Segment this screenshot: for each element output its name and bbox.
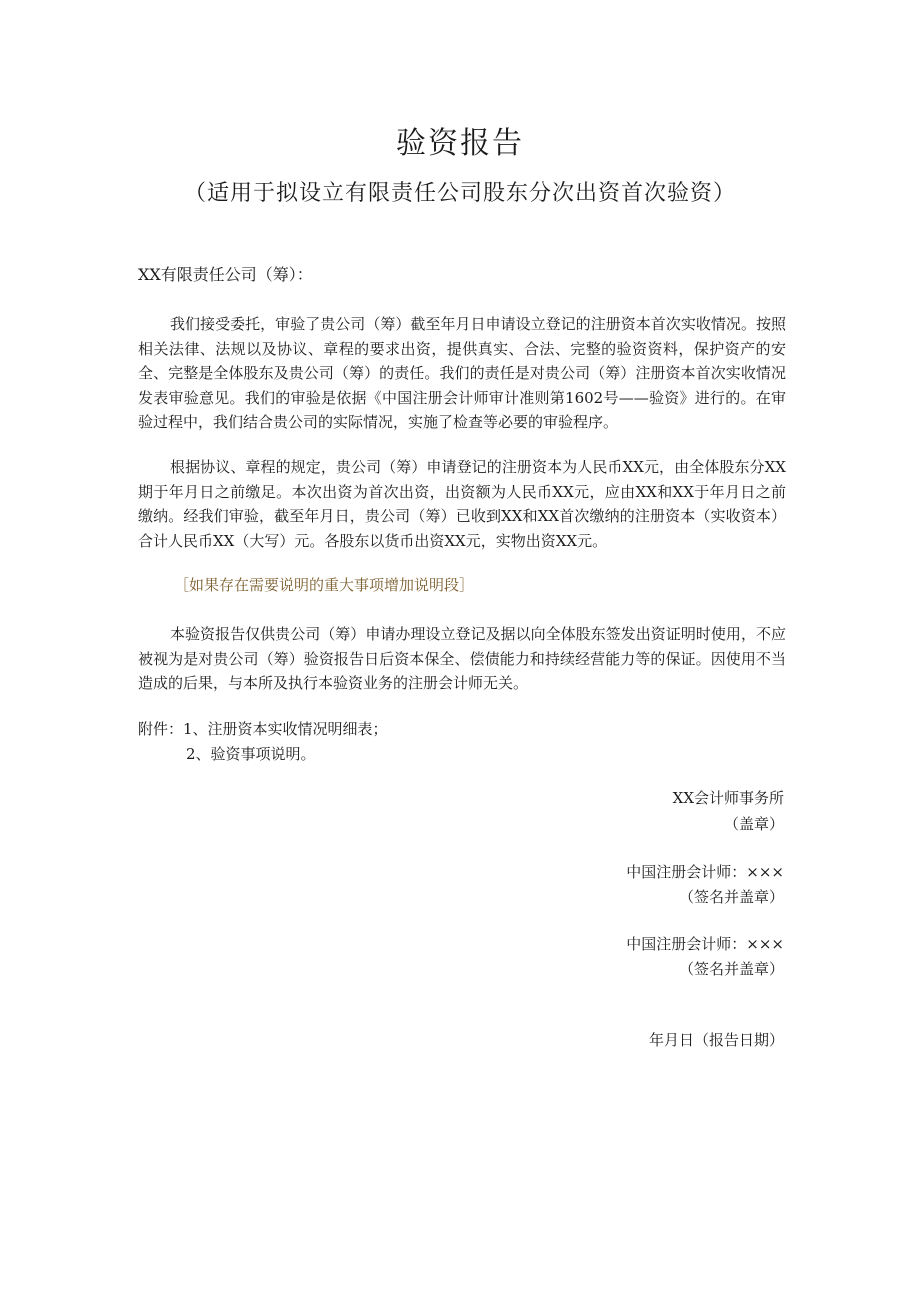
- cpa-1-sign-note: （签名并盖章）: [678, 888, 784, 906]
- page-title: 验资报告: [396, 126, 524, 161]
- paragraph-engagement: 我们接受委托，审验了贵公司（筹）截至年月日申请设立登记的注册资本首次实收情况。按照相关法律、法规以及协议、章程的要求出资，提供真实、合法、完整的验资资料，保护资产的安全、完整是全体股东及贵公司（筹）的责任。我们的责任是对贵公司（筹）注册资本首次实收情况发表审验意见。我们的审验是依据《中国注册会计师审计准则第1602号——验资》进行的。在审验过程中，我们结合贵公司的实际情况，实施了检查等必要的审验程序。: [138, 315, 786, 431]
- note-placeholder: ［如果存在需要说明的重大事项增加说明段］: [174, 576, 475, 594]
- paragraph-usage: 本验资报告仅供贵公司（筹）申请办理设立登记及据以向全体股东签发出资证明时使用，不应被视为是对贵公司（筹）验资报告日后资本保全、偿债能力和持续经营能力等的保证。因使用不当造成的后果，与本所及执行本验资业务的注册会计师无关。: [138, 625, 786, 692]
- cpa-2-sign-note: （签名并盖章）: [678, 960, 784, 978]
- attachment-item-1: 附件：1、注册资本实收情况明细表；: [138, 720, 388, 738]
- report-date: 年月日（报告日期）: [648, 1031, 784, 1049]
- firm-name: XX会计师事务所: [672, 789, 784, 807]
- addressee: XX有限责任公司（筹）：: [138, 265, 313, 284]
- cpa-2-label: 中国注册会计师：×××: [626, 935, 784, 953]
- page-subtitle: （适用于拟设立有限责任公司股东分次出资首次验资）: [183, 181, 736, 206]
- firm-seal-note: （盖章）: [723, 815, 784, 833]
- attachment-item-2: 2、验资事项说明。: [186, 745, 316, 763]
- cpa-1-label: 中国注册会计师：×××: [626, 863, 784, 881]
- paragraph-capital: 根据协议、章程的规定，贵公司（筹）申请登记的注册资本为人民币XX元，由全体股东分XX期于年月日之前缴足。本次出资为首次出资，出资额为人民币XX元，应由XX和XX于年月日之前缴纳。经我们审验，截至年月日，贵公司（筹）已收到XX和XX首次缴纳的注册资本（实收资本）合计人民币XX（大写）元。各股东以货币出资XX元，实物出资XX元。: [138, 458, 786, 550]
